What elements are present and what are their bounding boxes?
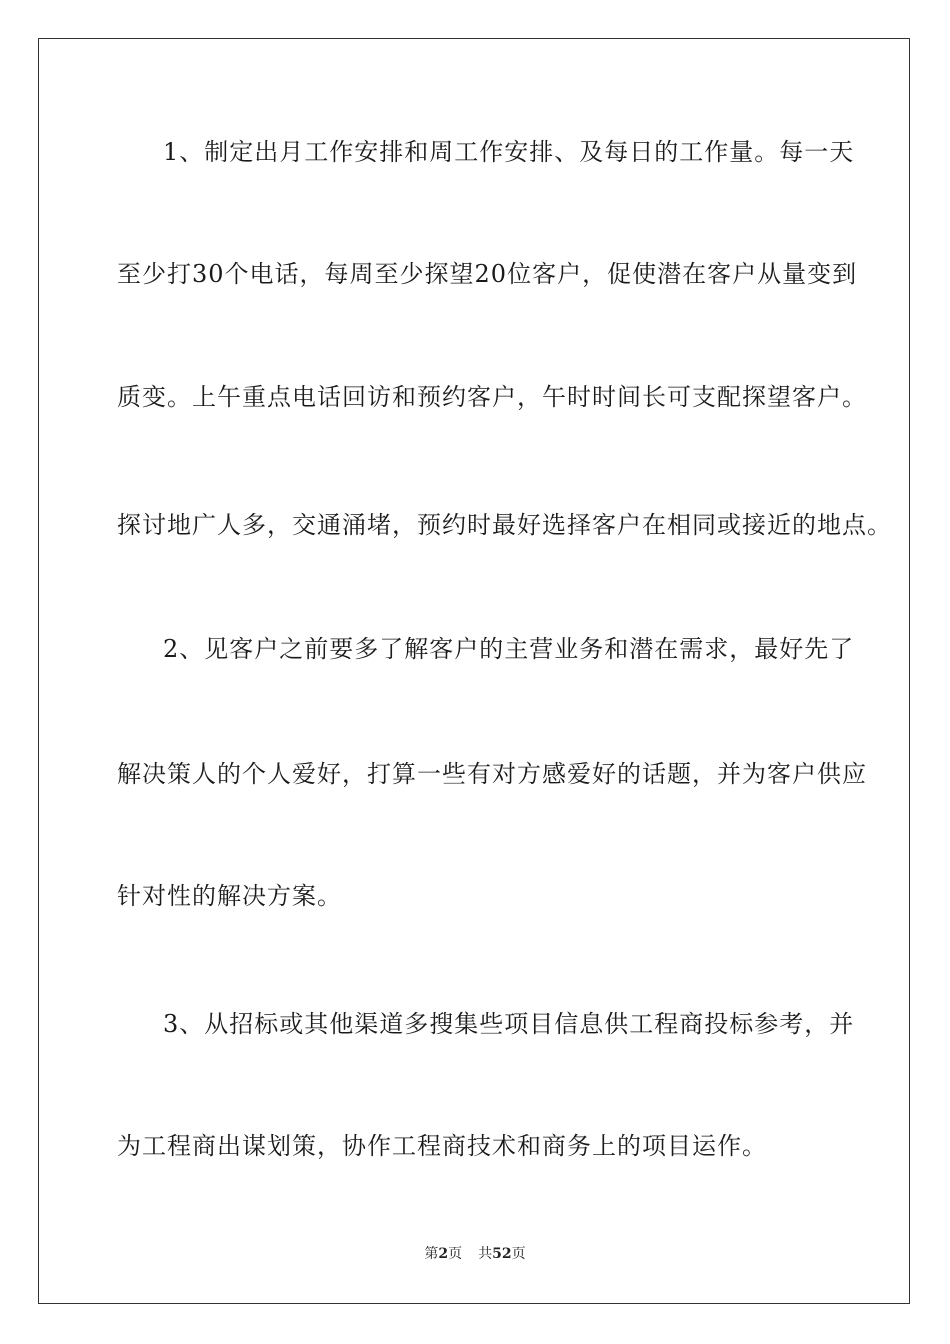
page-prefix: 第 — [424, 1246, 439, 1262]
paragraph-line: 至少打30个电话，每周至少探望20位客户，促使潜在客户从量变到 — [117, 260, 858, 288]
paragraph-line: 2、见客户之前要多了解客户的主营业务和潜在需求，最好先了 — [163, 635, 855, 663]
paragraph-line: 针对性的解决方案。 — [117, 882, 342, 910]
paragraph-line: 为工程商出谋划策，协作工程商技术和商务上的项目运作。 — [117, 1132, 767, 1160]
paragraph-line: 1、制定出月工作安排和周工作安排、及每日的工作量。每一天 — [163, 138, 855, 166]
total-prefix: 共 — [478, 1246, 493, 1262]
paragraph-line: 解决策人的个人爱好，打算一些有对方感爱好的话题，并为客户供应 — [117, 760, 867, 788]
page-border — [38, 38, 910, 1304]
paragraph-line: 3、从招标或其他渠道多搜集些项目信息供工程商投标参考，并 — [163, 1010, 855, 1038]
page-number: 2 — [438, 1246, 449, 1262]
page-suffix: 页 — [448, 1246, 463, 1262]
page-footer — [0, 1244, 950, 1264]
total-suffix: 页 — [511, 1246, 526, 1262]
paragraph-line: 质变。上午重点电话回访和预约客户，午时时间长可支配探望客户。 — [117, 383, 867, 411]
total-pages: 52 — [492, 1246, 512, 1262]
paragraph-line: 探讨地广人多，交通涌堵，预约时最好选择客户在相同或接近的地点。 — [117, 511, 892, 539]
